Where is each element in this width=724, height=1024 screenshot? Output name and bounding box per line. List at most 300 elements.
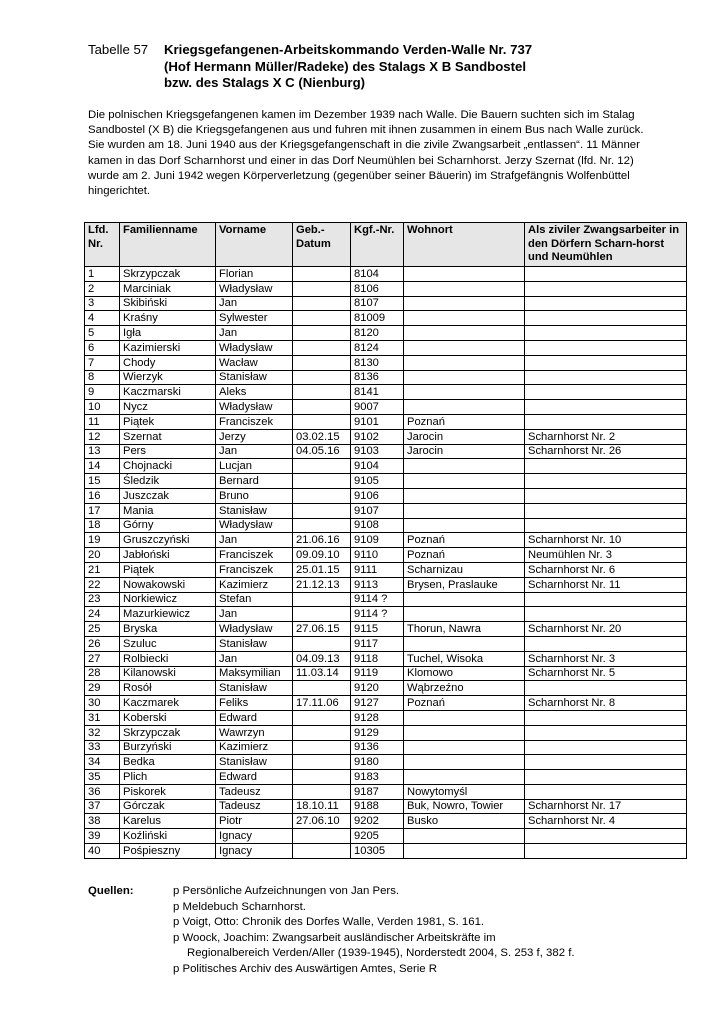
table-cell: 9108: [351, 518, 404, 533]
table-cell: [404, 355, 525, 370]
table-cell: 8107: [351, 296, 404, 311]
table-cell: [404, 488, 525, 503]
table-cell: 8136: [351, 370, 404, 385]
title-line: bzw. des Stalags X C (Nienburg): [164, 75, 366, 90]
intro-paragraph: [88, 108, 698, 199]
table-row: [85, 518, 687, 533]
table-row: [85, 444, 687, 459]
table-row: [85, 414, 687, 429]
table-cell: [525, 844, 687, 859]
table-cell: 35: [85, 770, 120, 785]
table-cell: Stanisław: [216, 636, 293, 651]
table-cell: 16: [85, 488, 120, 503]
table-cell: Władysław: [216, 622, 293, 637]
table-cell: 6: [85, 340, 120, 355]
table-cell: Lucjan: [216, 459, 293, 474]
table-cell: Tadeusz: [216, 784, 293, 799]
table-cell: Chody: [120, 355, 216, 370]
table-cell: Stanisław: [216, 503, 293, 518]
table-cell: 9102: [351, 429, 404, 444]
table-cell: 9127: [351, 696, 404, 711]
intro-line: Sie wurden am 18. Juni 1940 aus der Kriegsgefangenschaft in die zivile Zwangsarbeit „entlassen“. 11 Männer: [88, 139, 640, 152]
table-cell: Wacław: [216, 355, 293, 370]
table-cell: 21.06.16: [293, 533, 351, 548]
table-cell: 8: [85, 370, 120, 385]
table-cell: 21: [85, 562, 120, 577]
source-item: p Woock, Joachim: Zwangsarbeit ausländischer Arbeitskräfte im: [173, 931, 496, 944]
source-item: p Politisches Archiv des Auswärtigen Amtes, Serie R: [173, 962, 438, 975]
table-row: [85, 503, 687, 518]
column-header: Lfd. Nr.: [85, 223, 120, 267]
table-header-row: [85, 223, 687, 267]
table-cell: [525, 518, 687, 533]
table-cell: Władysław: [216, 400, 293, 415]
table-cell: [525, 370, 687, 385]
table-row: [85, 474, 687, 489]
table-cell: 9136: [351, 740, 404, 755]
table-cell: 9183: [351, 770, 404, 785]
table-cell: [293, 267, 351, 282]
table-cell: Scharnhorst Nr. 26: [525, 444, 687, 459]
table-cell: 8104: [351, 267, 404, 282]
table-cell: 9119: [351, 666, 404, 681]
table-cell: [293, 592, 351, 607]
table-cell: Jerzy: [216, 429, 293, 444]
table-cell: 11: [85, 414, 120, 429]
table-cell: Stanisław: [216, 681, 293, 696]
table-cell: Marciniak: [120, 281, 216, 296]
table-cell: Poznań: [404, 548, 525, 563]
table-cell: Scharnizau: [404, 562, 525, 577]
table-cell: [293, 326, 351, 341]
table-cell: 9007: [351, 400, 404, 415]
table-cell: Franciszek: [216, 548, 293, 563]
table-cell: [293, 755, 351, 770]
table-cell: Scharnhorst Nr. 5: [525, 666, 687, 681]
table-cell: Stanisław: [216, 370, 293, 385]
intro-line: hingerichtet.: [88, 185, 151, 198]
table-cell: [525, 740, 687, 755]
table-cell: Jan: [216, 326, 293, 341]
table-cell: [293, 355, 351, 370]
table-cell: Wąbrzeźno: [404, 681, 525, 696]
table-cell: [293, 681, 351, 696]
table-cell: [525, 681, 687, 696]
table-cell: [525, 503, 687, 518]
table-cell: 9104: [351, 459, 404, 474]
table-cell: Chojnacki: [120, 459, 216, 474]
table-row: [85, 681, 687, 696]
prisoner-table: [84, 222, 687, 859]
table-cell: 38: [85, 814, 120, 829]
table-cell: Pers: [120, 444, 216, 459]
column-header: Wohnort: [404, 223, 525, 267]
table-cell: Wawrzyn: [216, 725, 293, 740]
table-row: [85, 636, 687, 651]
table-cell: [525, 474, 687, 489]
table-cell: Skrzypczak: [120, 725, 216, 740]
table-cell: [293, 296, 351, 311]
table-cell: [293, 518, 351, 533]
table-cell: 22: [85, 577, 120, 592]
table-row: [85, 696, 687, 711]
table-cell: Śledzik: [120, 474, 216, 489]
table-cell: 9114 ?: [351, 607, 404, 622]
table-row: [85, 370, 687, 385]
table-row: [85, 577, 687, 592]
table-cell: Igła: [120, 326, 216, 341]
table-cell: Buk, Nowro, Towier: [404, 799, 525, 814]
table-cell: Wierzyk: [120, 370, 216, 385]
table-cell: 9202: [351, 814, 404, 829]
table-cell: 9129: [351, 725, 404, 740]
table-cell: 04.05.16: [293, 444, 351, 459]
table-cell: 9114 ?: [351, 592, 404, 607]
table-row: [85, 296, 687, 311]
table-cell: Norkiewicz: [120, 592, 216, 607]
table-cell: Ignacy: [216, 829, 293, 844]
table-cell: Scharnhorst Nr. 17: [525, 799, 687, 814]
table-cell: 28: [85, 666, 120, 681]
table-cell: Górczak: [120, 799, 216, 814]
title-line: (Hof Hermann Müller/Radeke) des Stalags X B Sandbostel: [164, 58, 527, 74]
table-cell: [293, 784, 351, 799]
table-cell: [525, 710, 687, 725]
table-cell: 27: [85, 651, 120, 666]
table-cell: [293, 488, 351, 503]
table-cell: Bernard: [216, 474, 293, 489]
table-cell: [404, 710, 525, 725]
table-cell: 8124: [351, 340, 404, 355]
table-cell: Jabłoński: [120, 548, 216, 563]
table-cell: Poznań: [404, 696, 525, 711]
table-cell: 9111: [351, 562, 404, 577]
source-item: p Persönliche Aufzeichnungen von Jan Pers.: [173, 885, 400, 897]
table-cell: 9103: [351, 444, 404, 459]
table-cell: 7: [85, 355, 120, 370]
table-row: [85, 267, 687, 282]
table-cell: Busko: [404, 814, 525, 829]
table-cell: Jarocin: [404, 429, 525, 444]
table-cell: 81009: [351, 311, 404, 326]
table-row: [85, 385, 687, 400]
column-header: Vorname: [216, 223, 293, 267]
table-cell: Władysław: [216, 281, 293, 296]
table-cell: [404, 503, 525, 518]
table-cell: 39: [85, 829, 120, 844]
table-cell: Scharnhorst Nr. 10: [525, 533, 687, 548]
table-cell: [404, 607, 525, 622]
table-cell: Brysen, Praslauke: [404, 577, 525, 592]
table-cell: 25: [85, 622, 120, 637]
table-cell: 8106: [351, 281, 404, 296]
table-cell: Kazimierz: [216, 577, 293, 592]
table-row: [85, 710, 687, 725]
table-cell: 8141: [351, 385, 404, 400]
table-cell: Nycz: [120, 400, 216, 415]
table-cell: 21.12.13: [293, 577, 351, 592]
table-cell: [404, 770, 525, 785]
table-cell: [525, 311, 687, 326]
table-cell: 04.09.13: [293, 651, 351, 666]
source-item: Regionalbereich Verden/Aller (1939-1945), Norderstedt 2004, S. 253 f, 382 f.: [187, 947, 575, 959]
table-cell: [404, 636, 525, 651]
table-cell: [404, 311, 525, 326]
table-cell: Skibiński: [120, 296, 216, 311]
table-cell: [293, 503, 351, 518]
table-cell: Jan: [216, 444, 293, 459]
table-cell: [404, 296, 525, 311]
table-cell: 9120: [351, 681, 404, 696]
table-cell: Skrzypczak: [120, 267, 216, 282]
table-cell: Scharnhorst Nr. 6: [525, 562, 687, 577]
table-cell: Koźliński: [120, 829, 216, 844]
table-cell: 20: [85, 548, 120, 563]
table-row: [85, 755, 687, 770]
table-cell: 33: [85, 740, 120, 755]
table-row: [85, 400, 687, 415]
table-cell: Władysław: [216, 340, 293, 355]
column-header: Kgf.-Nr.: [351, 223, 404, 267]
table-cell: Tadeusz: [216, 799, 293, 814]
table-row: [85, 429, 687, 444]
table-cell: [404, 725, 525, 740]
table-cell: 10: [85, 400, 120, 415]
column-header: Geb.-Datum: [293, 223, 351, 267]
table-cell: Klomowo: [404, 666, 525, 681]
table-cell: 27.06.15: [293, 622, 351, 637]
table-cell: Juszczak: [120, 488, 216, 503]
table-cell: 13: [85, 444, 120, 459]
table-cell: [293, 607, 351, 622]
table-cell: Mania: [120, 503, 216, 518]
table-cell: Ignacy: [216, 844, 293, 859]
table-cell: Kazimierski: [120, 340, 216, 355]
table-cell: Edward: [216, 710, 293, 725]
table-cell: [525, 296, 687, 311]
table-cell: [404, 385, 525, 400]
title-line: Kriegsgefangenen-Arbeitskommando Verden-Walle Nr. 737: [164, 42, 533, 57]
table-cell: Stefan: [216, 592, 293, 607]
sources-label: Quellen:: [88, 885, 134, 897]
table-cell: Piskorek: [120, 784, 216, 799]
table-cell: 31: [85, 710, 120, 725]
table-row: [85, 844, 687, 859]
table-cell: Karelus: [120, 814, 216, 829]
table-cell: 9180: [351, 755, 404, 770]
table-cell: 9128: [351, 710, 404, 725]
table-cell: [525, 784, 687, 799]
table-cell: [525, 267, 687, 282]
table-cell: 25.01.15: [293, 562, 351, 577]
table-cell: Rosół: [120, 681, 216, 696]
table-cell: [525, 770, 687, 785]
table-cell: [404, 370, 525, 385]
table-cell: 17.11.06: [293, 696, 351, 711]
table-cell: 9115: [351, 622, 404, 637]
table-cell: 15: [85, 474, 120, 489]
table-cell: [293, 340, 351, 355]
table-cell: [525, 355, 687, 370]
table-cell: Scharnhorst Nr. 20: [525, 622, 687, 637]
table-cell: [525, 281, 687, 296]
table-cell: 30: [85, 696, 120, 711]
table-cell: Szernat: [120, 429, 216, 444]
table-cell: 26: [85, 636, 120, 651]
table-cell: [525, 829, 687, 844]
table-cell: Kraśny: [120, 311, 216, 326]
table-row: [85, 666, 687, 681]
table-cell: Edward: [216, 770, 293, 785]
table-cell: [404, 340, 525, 355]
table-cell: [404, 740, 525, 755]
table-cell: 09.09.10: [293, 548, 351, 563]
table-row: [85, 651, 687, 666]
table-cell: 9106: [351, 488, 404, 503]
table-row: [85, 784, 687, 799]
intro-line: Die polnischen Kriegsgefangenen kamen im Dezember 1939 nach Walle. Die Bauern suchten sich im Stalag: [88, 109, 635, 121]
table-cell: 36: [85, 784, 120, 799]
table-cell: Kaczmarek: [120, 696, 216, 711]
table-cell: 9117: [351, 636, 404, 651]
table-cell: 9107: [351, 503, 404, 518]
table-cell: Kazimierz: [216, 740, 293, 755]
table-cell: [293, 710, 351, 725]
table-row: [85, 311, 687, 326]
table-cell: [404, 400, 525, 415]
table-cell: 9113: [351, 577, 404, 592]
table-cell: [404, 474, 525, 489]
table-cell: [404, 755, 525, 770]
table-cell: 11.03.14: [293, 666, 351, 681]
intro-line: kamen in das Dorf Scharnhorst und einer in das Dorf Neumühlen bei Scharnhorst. Jerzy Szernat (lfd. Nr. 12): [88, 154, 634, 167]
table-cell: 9205: [351, 829, 404, 844]
table-cell: [293, 370, 351, 385]
table-row: [85, 740, 687, 755]
table-cell: Jan: [216, 296, 293, 311]
table-cell: 14: [85, 459, 120, 474]
table-cell: [293, 414, 351, 429]
table-cell: Nowytomyśl: [404, 784, 525, 799]
table-row: [85, 562, 687, 577]
table-cell: Neumühlen Nr. 3: [525, 548, 687, 563]
table-cell: Piątek: [120, 562, 216, 577]
table-cell: 10305: [351, 844, 404, 859]
table-cell: [525, 400, 687, 415]
table-cell: Piątek: [120, 414, 216, 429]
table-cell: Kilanowski: [120, 666, 216, 681]
table-number: Tabelle 57: [88, 42, 149, 57]
source-item: p Meldebuch Scharnhorst.: [173, 900, 306, 913]
table-row: [85, 725, 687, 740]
table-row: [85, 548, 687, 563]
table-cell: [525, 755, 687, 770]
table-cell: [525, 340, 687, 355]
table-cell: 18.10.11: [293, 799, 351, 814]
table-row: [85, 622, 687, 637]
table-cell: [293, 740, 351, 755]
table-row: [85, 340, 687, 355]
table-cell: [525, 326, 687, 341]
column-header: Als ziviler Zwangsarbeiter in den Dörfern Scharn-horst und Neumühlen: [525, 223, 687, 267]
table-cell: 37: [85, 799, 120, 814]
table-row: [85, 799, 687, 814]
table-row: [85, 814, 687, 829]
source-item: p Voigt, Otto: Chronik des Dorfes Walle, Verden 1981, S. 161.: [173, 916, 485, 928]
table-cell: Franciszek: [216, 414, 293, 429]
table-cell: 1: [85, 267, 120, 282]
table-cell: 40: [85, 844, 120, 859]
table-cell: [525, 636, 687, 651]
table-cell: Pośpieszny: [120, 844, 216, 859]
table-row: [85, 533, 687, 548]
table-cell: [404, 518, 525, 533]
table-cell: Rolbiecki: [120, 651, 216, 666]
table-row: [85, 770, 687, 785]
table-cell: Scharnhorst Nr. 8: [525, 696, 687, 711]
table-cell: Poznań: [404, 414, 525, 429]
table-cell: [525, 607, 687, 622]
table-cell: 19: [85, 533, 120, 548]
table-row: [85, 281, 687, 296]
table-cell: [404, 844, 525, 859]
table-cell: Jarocin: [404, 444, 525, 459]
table-cell: Jan: [216, 533, 293, 548]
intro-line: Sandbostel (X B) die Kriegsgefangenen aus und fuhren mit ihnen zusammen in einem Bus nach Walle zurück.: [88, 124, 644, 137]
table-cell: Jan: [216, 607, 293, 622]
column-header: Familienname: [120, 223, 216, 267]
table-cell: Scharnhorst Nr. 2: [525, 429, 687, 444]
table-cell: [293, 770, 351, 785]
table-cell: 9118: [351, 651, 404, 666]
table-cell: Thorun, Nawra: [404, 622, 525, 637]
table-cell: [293, 385, 351, 400]
table-cell: [293, 829, 351, 844]
table-cell: Florian: [216, 267, 293, 282]
table-cell: [404, 326, 525, 341]
table-cell: [525, 459, 687, 474]
table-row: [85, 488, 687, 503]
table-cell: 9105: [351, 474, 404, 489]
table-cell: Poznań: [404, 533, 525, 548]
table-cell: 4: [85, 311, 120, 326]
table-cell: Franciszek: [216, 562, 293, 577]
table-cell: 9101: [351, 414, 404, 429]
table-row: [85, 592, 687, 607]
table-cell: Bedka: [120, 755, 216, 770]
table-cell: [525, 725, 687, 740]
table-row: [85, 607, 687, 622]
table-cell: Koberski: [120, 710, 216, 725]
table-cell: [404, 829, 525, 844]
table-cell: Nowakowski: [120, 577, 216, 592]
table-cell: [525, 414, 687, 429]
table-cell: [293, 281, 351, 296]
table-cell: Władysław: [216, 518, 293, 533]
table-cell: 8120: [351, 326, 404, 341]
table-row: [85, 459, 687, 474]
table-cell: Mazurkiewicz: [120, 607, 216, 622]
table-cell: 9109: [351, 533, 404, 548]
table-cell: [293, 725, 351, 740]
table-cell: Burzyński: [120, 740, 216, 755]
table-cell: [404, 459, 525, 474]
table-cell: [404, 592, 525, 607]
table-cell: [293, 474, 351, 489]
table-cell: [293, 400, 351, 415]
table-cell: 24: [85, 607, 120, 622]
table-cell: Górny: [120, 518, 216, 533]
